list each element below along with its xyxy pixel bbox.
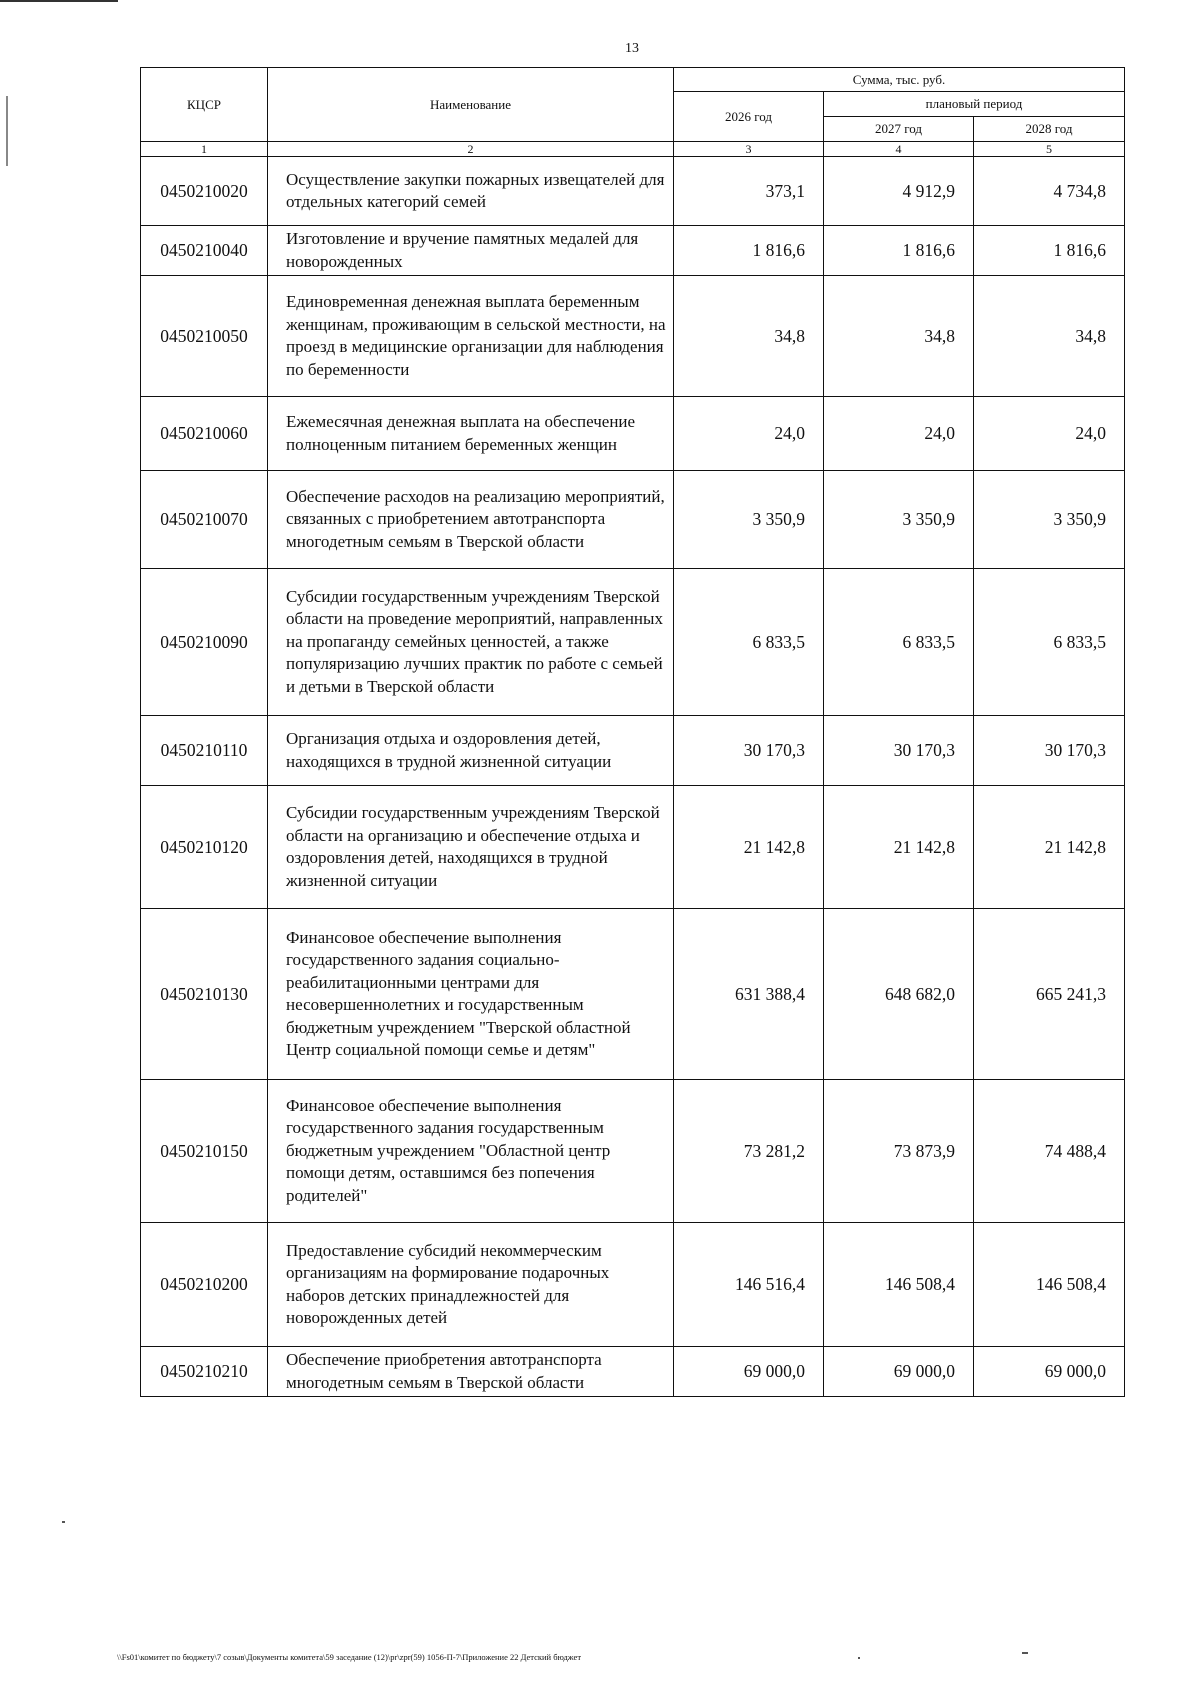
row-value-2026: 30 170,3: [674, 716, 824, 786]
column-number: 2: [268, 142, 674, 157]
row-code: 0450210070: [141, 471, 268, 569]
header-year-2027: 2027 год: [824, 117, 974, 142]
row-value-2027: 34,8: [824, 276, 974, 397]
scan-speck: [858, 1657, 860, 1659]
row-value-2026: 146 516,4: [674, 1223, 824, 1347]
row-value-2028: 146 508,4: [974, 1223, 1125, 1347]
row-value-2027: 6 833,5: [824, 569, 974, 716]
column-number: 4: [824, 142, 974, 157]
row-value-2027: 73 873,9: [824, 1080, 974, 1223]
row-name: Финансовое обеспечение выполнения государственного задания социально-реабилитационными центрами для несовершеннолетних и государственным бюджетным учреждением "Тверской областной Центр социальной помощи семье и детям": [268, 909, 674, 1080]
row-value-2027: 146 508,4: [824, 1223, 974, 1347]
row-code: 0450210110: [141, 716, 268, 786]
budget-table: [140, 67, 1125, 1397]
row-code: 0450210020: [141, 157, 268, 226]
row-code: 0450210130: [141, 909, 268, 1080]
row-name: Организация отдыха и оздоровления детей, находящихся в трудной жизненной ситуации: [268, 716, 674, 786]
table-row: [141, 1223, 1125, 1347]
row-value-2027: 21 142,8: [824, 786, 974, 909]
row-value-2028: 3 350,9: [974, 471, 1125, 569]
row-code: 0450210050: [141, 276, 268, 397]
table-row: [141, 1347, 1125, 1397]
row-value-2026: 73 281,2: [674, 1080, 824, 1223]
row-value-2026: 69 000,0: [674, 1347, 824, 1397]
row-value-2026: 1 816,6: [674, 226, 824, 276]
row-code: 0450210120: [141, 786, 268, 909]
scan-speck: [1022, 1652, 1028, 1654]
row-value-2027: 69 000,0: [824, 1347, 974, 1397]
row-value-2026: 373,1: [674, 157, 824, 226]
row-value-2027: 30 170,3: [824, 716, 974, 786]
header-code: КЦСР: [141, 68, 268, 142]
row-code: 0450210200: [141, 1223, 268, 1347]
table-row: [141, 1080, 1125, 1223]
row-code: 0450210210: [141, 1347, 268, 1397]
row-value-2028: 34,8: [974, 276, 1125, 397]
row-code: 0450210090: [141, 569, 268, 716]
header-sum: Сумма, тыс. руб.: [674, 68, 1125, 92]
table-row: [141, 786, 1125, 909]
table-row: [141, 276, 1125, 397]
row-code: 0450210150: [141, 1080, 268, 1223]
row-value-2026: 3 350,9: [674, 471, 824, 569]
table-body: [141, 157, 1125, 1397]
row-value-2028: 74 488,4: [974, 1080, 1125, 1223]
scan-speck: [62, 1521, 65, 1523]
row-value-2027: 648 682,0: [824, 909, 974, 1080]
row-value-2026: 24,0: [674, 397, 824, 471]
row-value-2027: 24,0: [824, 397, 974, 471]
scan-edge-mark: [6, 96, 8, 166]
row-value-2028: 4 734,8: [974, 157, 1125, 226]
row-name: Субсидии государственным учреждениям Тверской области на проведение мероприятий, направленных на пропаганду семейных ценностей, а также популяризацию лучших практик по работе с семьей и детьми в Тверской области: [268, 569, 674, 716]
row-value-2027: 4 912,9: [824, 157, 974, 226]
row-name: Субсидии государственным учреждениям Тверской области на организацию и обеспечение отдыха и оздоровления детей, находящихся в трудной жизненной ситуации: [268, 786, 674, 909]
header-year-2026: 2026 год: [674, 92, 824, 142]
row-value-2028: 21 142,8: [974, 786, 1125, 909]
row-value-2026: 34,8: [674, 276, 824, 397]
footer-file-path: \\Fs01\комитет по бюджету\7 созыв\Документы комитета\59 заседание (12)\pr\zpr(59) 1056-П-7\Приложение 22 Детский бюджет: [117, 1652, 582, 1662]
table-row: [141, 157, 1125, 226]
header-planned-period: плановый период: [824, 92, 1125, 117]
row-name: Единовременная денежная выплата беременным женщинам, проживающим в сельской местности, на проезд в медицинские организации для наблюдения по беременности: [268, 276, 674, 397]
table-header: [141, 68, 1125, 157]
header-name: Наименование: [268, 68, 674, 142]
row-name: Изготовление и вручение памятных медалей для новорожденных: [268, 226, 674, 276]
table-row: [141, 716, 1125, 786]
row-value-2026: 631 388,4: [674, 909, 824, 1080]
row-name: Ежемесячная денежная выплата на обеспечение полноценным питанием беременных женщин: [268, 397, 674, 471]
row-value-2028: 6 833,5: [974, 569, 1125, 716]
table-row: [141, 909, 1125, 1080]
column-number: 1: [141, 142, 268, 157]
table-row: [141, 226, 1125, 276]
row-value-2028: 24,0: [974, 397, 1125, 471]
table-row: [141, 471, 1125, 569]
row-value-2028: 69 000,0: [974, 1347, 1125, 1397]
page-number: 13: [625, 41, 639, 56]
row-name: Предоставление субсидий некоммерческим организациям на формирование подарочных наборов детских принадлежностей для новорожденных детей: [268, 1223, 674, 1347]
table-row: [141, 569, 1125, 716]
column-number: 5: [974, 142, 1125, 157]
row-value-2026: 21 142,8: [674, 786, 824, 909]
table-row: [141, 397, 1125, 471]
row-value-2027: 3 350,9: [824, 471, 974, 569]
row-value-2027: 1 816,6: [824, 226, 974, 276]
row-name: Обеспечение расходов на реализацию мероприятий, связанных с приобретением автотранспорта многодетным семьям в Тверской области: [268, 471, 674, 569]
row-name: Финансовое обеспечение выполнения государственного задания государственным бюджетным учреждением "Областной центр помощи детям, оставшимся без попечения родителей": [268, 1080, 674, 1223]
row-value-2028: 665 241,3: [974, 909, 1125, 1080]
row-code: 0450210040: [141, 226, 268, 276]
row-value-2028: 30 170,3: [974, 716, 1125, 786]
row-value-2026: 6 833,5: [674, 569, 824, 716]
row-value-2028: 1 816,6: [974, 226, 1125, 276]
column-number: 3: [674, 142, 824, 157]
row-code: 0450210060: [141, 397, 268, 471]
row-name: Осуществление закупки пожарных извещателей для отдельных категорий семей: [268, 157, 674, 226]
header-year-2028: 2028 год: [974, 117, 1125, 142]
row-name: Обеспечение приобретения автотранспорта многодетным семьям в Тверской области: [268, 1347, 674, 1397]
scan-edge-mark: [0, 0, 118, 2]
